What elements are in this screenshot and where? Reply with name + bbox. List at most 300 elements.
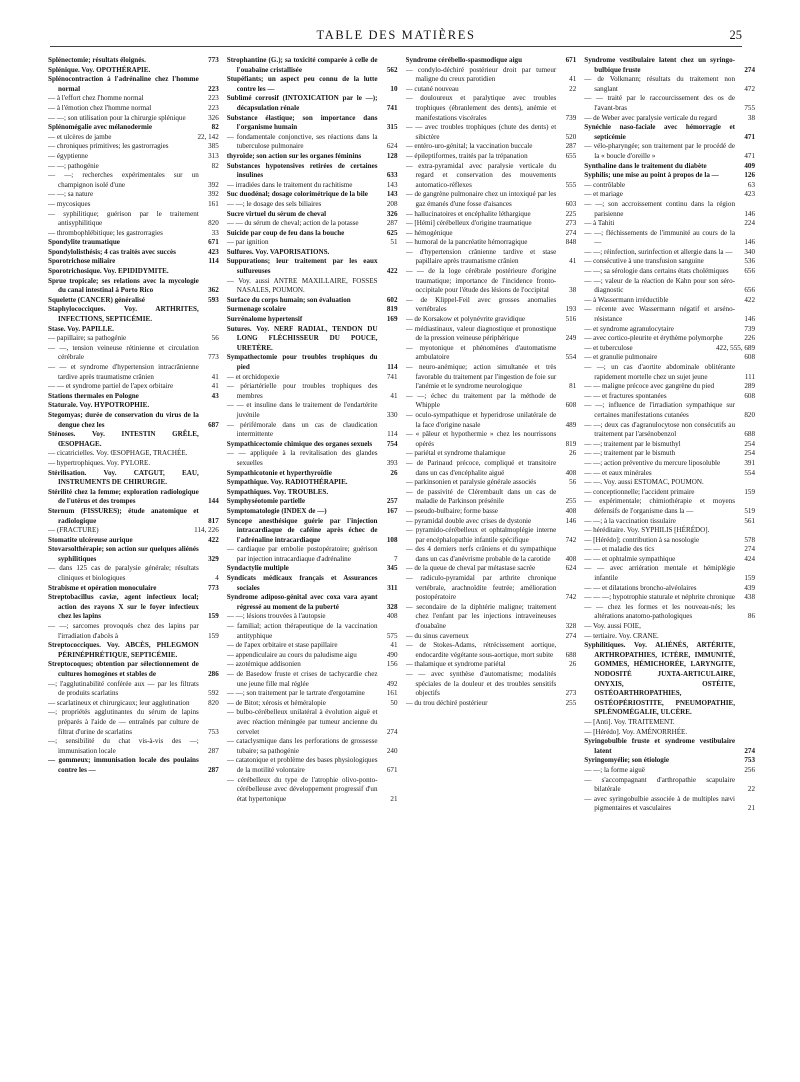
- index-entry-text: — neuro-anémique; action simultanée et très favorable du traitement par l'ingestion de foie sur l'anémie et le syndrome neurologique: [405, 363, 557, 391]
- index-entry-page: 51: [390, 238, 398, 247]
- index-entry-page: 56: [211, 334, 219, 343]
- index-entry: [48, 267, 219, 277]
- index-entry: [48, 229, 219, 239]
- index-entry: [584, 545, 755, 555]
- index-entry-page: 41: [211, 372, 219, 381]
- index-entry: [584, 632, 755, 642]
- index-entry-text: Stations thermales en Pologne: [48, 391, 139, 400]
- index-entry-text: — — et ophtalmie sympathique: [584, 554, 676, 563]
- index-entry-text: — conceptionnelle; l'accident primaire: [584, 487, 695, 496]
- index-entry-text: — —, tension veineuse rétinienne et circulation cérébrale: [48, 343, 199, 362]
- index-entry: [406, 248, 577, 267]
- index-column-3: [406, 56, 577, 1074]
- index-entry: [227, 469, 398, 479]
- index-entry-text: — et ulcères de jambe: [48, 132, 112, 141]
- index-entry: [48, 459, 219, 469]
- index-entry-text: — —; à la vaccination tissulaire: [584, 516, 676, 525]
- index-entry-page: 287: [208, 746, 219, 755]
- index-entry-page: 742: [565, 593, 577, 602]
- index-entry: [48, 545, 219, 564]
- index-entry-text: — —; son utilisation pour la chirurgie splénique: [48, 113, 186, 122]
- index-entry: [48, 564, 219, 583]
- index-entry-text: Sympathectomie pour troubles trophiques du pied: [226, 353, 378, 371]
- index-entry-page: 41: [569, 75, 577, 84]
- index-entry-page: 226: [744, 334, 755, 343]
- index-entry-page: 128: [386, 151, 398, 160]
- index-entry: [48, 622, 219, 641]
- index-entry-page: 114, 226: [194, 526, 219, 535]
- index-entry-page: 255: [565, 497, 577, 506]
- index-entry: [227, 421, 398, 440]
- index-entry: [48, 296, 219, 306]
- index-entry-page: 156: [386, 660, 398, 669]
- index-entry: [406, 699, 577, 709]
- index-entry-page: 624: [565, 564, 577, 573]
- index-entry: [584, 325, 755, 335]
- index-entry: [406, 152, 577, 162]
- index-entry: [48, 411, 219, 430]
- index-entry-text: — de Stokes-Adams, rétrécissement aortique, endocardite végétante sous-aortique, mort subite: [405, 641, 557, 659]
- index-entry: [48, 162, 219, 172]
- index-entry-page: 578: [744, 535, 755, 544]
- index-entry: [227, 296, 398, 306]
- running-title: TABLE DES MATIÈRES: [316, 28, 476, 42]
- index-entry-text: — humoral de la pancréatite hémorragique: [405, 238, 528, 247]
- index-entry-text: Sympathicotonie et hyperthyroïdie: [226, 468, 332, 477]
- index-entry-page: 114: [387, 430, 398, 439]
- index-entry-text: Syphilitiques. Voy. ALIÉNÉS, ARTÉRITE, ARTHROPATHIES, ICTÈRE, IMMUNITÉ, GOMMES, HÉMICHORÉE, LARYNGITE, NODOSITÉ JUXTA-ARTICULAIRE, ONYXIS, OSTÉITE, OSTÉOARTHROPATHIES, OSTÉOPÉRIOSTITE, PNEUMOPATHIE, SPLÉNOMÉGALIE, ULCÈRE.: [584, 641, 735, 717]
- index-entry-text: — —; échec du traitement par la méthode de Whipple: [405, 391, 557, 410]
- index-entry-text: — cataclysmique dans les perforations de grossesse tubaire; sa pathogénie: [226, 737, 378, 755]
- index-entry: [227, 401, 398, 420]
- index-entry-page: 492: [386, 679, 398, 688]
- index-entry-page: 81: [569, 382, 577, 391]
- index-entry-page: 603: [565, 199, 577, 208]
- index-entry-text: Sulfures. Voy. VAPORISATIONS.: [226, 247, 330, 256]
- index-entry: [227, 56, 398, 75]
- index-entry: [227, 133, 398, 152]
- index-entry-page: 159: [744, 487, 755, 496]
- index-entry-text: Suppurations; leur traitement par les eaux sulfureuses: [226, 257, 378, 276]
- index-entry: [584, 363, 755, 382]
- index-entry-text: — —; le dosage des sels biliaires: [226, 199, 322, 208]
- index-entry: [48, 392, 219, 402]
- index-entry-text: — de la queue de cheval par métastase sacrée: [405, 564, 536, 573]
- index-entry: [584, 382, 755, 392]
- index-entry-text: Sutures. Voy. NERF RADIAL, TENDON DU LONG FLÉCHISSEUR DU POUCE, URETÈRE.: [226, 324, 378, 352]
- index-entry: [406, 210, 577, 220]
- index-entry: [48, 526, 219, 536]
- index-entry-text: thyroïde; son action sur les organes féminins: [226, 151, 362, 160]
- index-entry: [227, 152, 398, 162]
- index-entry-page: 773: [208, 353, 219, 362]
- index-entry-text: — —; sa nature: [48, 190, 94, 199]
- index-entry-page: 22, 142: [197, 132, 219, 141]
- index-entry-page: 409: [744, 161, 755, 170]
- index-entry-page: 422: [744, 295, 755, 304]
- index-entry: [48, 152, 219, 162]
- index-entry: [584, 344, 755, 354]
- index-entry-page: 536: [744, 257, 755, 266]
- index-entry-page: 169: [386, 315, 398, 324]
- index-entry-page: 345: [386, 564, 398, 573]
- index-entry: [48, 593, 219, 622]
- index-entry-text: Sympathique. Voy. RADIOTHÉRAPIE.: [226, 478, 348, 487]
- index-entry: [48, 238, 219, 248]
- index-entry-text: — — avec arriération mentale et hémiplégie infantile: [584, 564, 735, 583]
- index-entry-text: — —; son accroissement continu dans la région parisienne: [584, 199, 735, 218]
- index-entry-page: 146: [744, 238, 755, 247]
- index-entry: [584, 737, 755, 756]
- index-entry-page: 753: [208, 727, 219, 736]
- index-entry: [584, 296, 755, 306]
- index-entry: [48, 123, 219, 133]
- index-entry-text: —; propriétés agglutinantes du sérum de lapins préparés à l'aide de — entraînés par culture de filtrat d'urine de scarlatins: [48, 708, 199, 736]
- index-entry-page: 848: [565, 238, 577, 247]
- index-entry: [584, 766, 755, 776]
- index-entry-page: 739: [744, 324, 755, 333]
- index-entry-page: 328: [565, 622, 577, 631]
- index-entry: [584, 517, 755, 527]
- index-entry-page: 4: [215, 574, 219, 583]
- index-entry-page: 671: [208, 238, 219, 247]
- index-entry-page: 326: [208, 113, 219, 122]
- index-entry-page: 274: [744, 65, 755, 74]
- index-entry: [227, 238, 398, 248]
- index-entry-text: Surmenage scolaire: [226, 305, 286, 314]
- index-entry-text: Squelette (CANCER) généralisé: [48, 295, 145, 304]
- index-entry: [584, 305, 755, 324]
- index-entry-text: — avec syringobulbie associée à de multiples nævi pigmentaires et vasculaires: [584, 794, 735, 813]
- index-entry: [584, 114, 755, 124]
- index-entry: [227, 699, 398, 709]
- index-entry-text: — et mariage: [584, 190, 623, 199]
- index-entry-page: 311: [387, 583, 398, 592]
- index-entry-text: Splénique. Voy. OPOTHÉRAPIE.: [48, 65, 151, 74]
- index-entry-text: — — chez les formes et les nouveau-nés; les altérations anatomo-pathologiques: [584, 602, 735, 621]
- index-entry-page: 656: [744, 286, 755, 295]
- index-entry-page: 330: [386, 410, 398, 419]
- index-entry: [584, 75, 755, 94]
- index-entry: [406, 641, 577, 660]
- index-entry: [584, 641, 755, 718]
- index-entry-page: 223: [208, 84, 219, 93]
- index-entry-page: 423: [208, 247, 219, 256]
- index-entry: [584, 756, 755, 766]
- index-entry-page: 208: [386, 199, 398, 208]
- index-entry-text: — et granulie pulmonaire: [584, 353, 658, 362]
- index-entry-page: 471: [744, 151, 755, 160]
- index-entry: [406, 507, 577, 517]
- index-entry-page: 819: [386, 305, 398, 314]
- index-entry-page: 633: [386, 171, 398, 180]
- index-entry: [406, 85, 577, 95]
- index-entry: [406, 517, 577, 527]
- index-entry-text: — de passivité de Clérembault dans un cas de maladie de Parkinson présénile: [405, 487, 557, 506]
- index-entry-page: 289: [744, 382, 755, 391]
- index-entry-text: — de Parinaud précoce, compliqué et transitoire dans un cas d'encéphalite aiguë: [405, 458, 557, 477]
- index-entry-text: Spondylite traumatique: [48, 238, 120, 247]
- index-entry: [406, 449, 577, 459]
- index-entry: [584, 401, 755, 420]
- index-entry: [584, 229, 755, 248]
- index-entry-page: 7: [393, 554, 398, 563]
- index-entry-text: — condylo-déchiré postérieur droit par tumeur maligne du creux parotidien: [405, 65, 557, 84]
- index-entry-page: 21: [390, 794, 398, 803]
- index-entry-page: 688: [744, 430, 755, 439]
- index-entry: [584, 564, 755, 583]
- index-entry-page: 820: [208, 219, 219, 228]
- index-entry-text: — et tuberculose: [584, 343, 633, 352]
- index-entry: [48, 66, 219, 76]
- index-entry-text: Symptomatologie (INDEX de —): [226, 506, 327, 515]
- index-entry-page: 82: [211, 161, 219, 170]
- index-entry: [406, 56, 577, 66]
- index-entry-page: 741: [386, 372, 398, 381]
- index-entry: [48, 430, 219, 449]
- index-entry: [406, 162, 577, 191]
- index-entry-page: 688: [565, 650, 577, 659]
- index-entry-text: — thalamique et syndrome pariétal: [405, 660, 506, 669]
- index-entry-text: — avec cortico-pleurite et érythème polymorphe: [584, 334, 723, 343]
- index-entry-text: — de Klippel-Feil avec grosses anomalies vertébrales: [405, 295, 557, 314]
- index-entry: [48, 584, 219, 594]
- index-entry-page: 41: [390, 391, 398, 400]
- index-entry-text: — papillaire; sa pathogénie: [48, 334, 127, 343]
- index-entry-text: Strabisme et opération monoculaire: [48, 583, 157, 592]
- index-entry-page: 326: [386, 209, 398, 218]
- index-entry-text: — —; pathogénie: [48, 161, 99, 170]
- index-entry-page: 489: [565, 420, 577, 429]
- index-entry-page: 249: [565, 334, 577, 343]
- index-entry: [227, 200, 398, 210]
- index-entry: [227, 517, 398, 546]
- index-entry-text: Spondylolisthésis; 4 cas traités avec succès: [48, 247, 176, 256]
- index-entry: [406, 190, 577, 209]
- index-entry: [584, 162, 755, 172]
- index-entry-text: —; sensibilité du chat vis-à-vis des —; immunisation locale: [48, 737, 199, 755]
- index-entry-page: 328: [386, 602, 398, 611]
- index-entry-page: 41: [569, 257, 577, 266]
- index-entry-text: Splénomégalie avec mélanodermie: [48, 123, 153, 132]
- index-entry-page: 26: [390, 468, 398, 477]
- index-entry-page: 33: [211, 228, 219, 237]
- index-entry: [584, 795, 755, 814]
- index-entry-text: Symphyséotomie partielle: [226, 497, 305, 506]
- index-entry-page: 753: [744, 756, 755, 765]
- index-entry-page: 273: [565, 689, 577, 698]
- index-entry-text: — récente avec Wassermann négatif et arséno-résistance: [584, 305, 735, 324]
- page-number: 25: [729, 28, 742, 42]
- index-entry: [584, 248, 755, 258]
- index-entry-page: 592: [208, 689, 219, 698]
- index-entry: [48, 325, 219, 335]
- index-entry-page: 520: [565, 132, 577, 141]
- index-entry-text: — hémogénique: [405, 228, 453, 237]
- index-entry-page: 819: [565, 439, 577, 448]
- index-entry-text: Syndicats médicaux français et Assurances sociales: [226, 574, 378, 592]
- index-entry-page: 22: [569, 84, 577, 93]
- index-entry-text: — d'hypertension crânienne tardive et stase papillaire après traumatisme crânien: [405, 247, 557, 266]
- index-entry: [406, 430, 577, 449]
- index-entry-text: — —; traitement par le bismuth: [584, 449, 676, 458]
- index-entry: [48, 641, 219, 660]
- index-entry: [406, 392, 577, 411]
- index-entry-page: 625: [386, 228, 398, 237]
- index-entry-text: — s'accompagnant d'arthropathie scapulaire bilatérale: [584, 775, 735, 794]
- index-entry-page: 126: [744, 171, 755, 180]
- index-entry: [584, 190, 755, 200]
- index-entry-text: — dans 125 cas de paralysie générale; résultats cliniques et biologiques: [48, 564, 199, 583]
- index-entry-page: 161: [208, 199, 219, 208]
- index-entry: [227, 382, 398, 401]
- index-entry: [48, 756, 219, 775]
- index-entry-page: 391: [744, 458, 755, 467]
- index-entry-page: 63: [747, 180, 755, 189]
- index-entry: [48, 133, 219, 143]
- index-entry: [227, 229, 398, 239]
- index-entry-text: — et orchidopexie: [226, 372, 280, 381]
- index-entry: [406, 315, 577, 325]
- index-entry-page: 562: [386, 65, 398, 74]
- index-entry: [227, 162, 398, 181]
- index-entry: [584, 334, 755, 344]
- index-entry: [406, 488, 577, 507]
- index-entry-page: 422: [386, 267, 398, 276]
- index-entry-text: — par ignition: [226, 238, 269, 247]
- index-entry-text: — —; la forme aiguë: [584, 765, 645, 774]
- index-entry: [584, 94, 755, 113]
- index-entry-page: 167: [386, 506, 398, 515]
- index-entry-page: 111: [744, 372, 755, 381]
- index-entry-text: — entéro-uro-génital; la vaccination buccale: [405, 142, 533, 151]
- index-entry: [48, 75, 219, 94]
- index-entry-text: — et syndrome agranulocytaire: [584, 324, 674, 333]
- index-entry-text: — — et syndrome d'hypertension intracrânienne tardive après traumatisme crânien: [48, 363, 199, 381]
- index-entry-text: — vélo-pharyngée; son traitement par le procédé de la « boucle d'oreille »: [584, 142, 735, 160]
- index-entry-page: 256: [744, 765, 755, 774]
- index-entry-page: 10: [390, 84, 398, 93]
- index-entry-text: — Voy. aussi FOIE,: [584, 622, 641, 631]
- index-entry-page: 362: [208, 286, 219, 295]
- index-entry: [584, 555, 755, 565]
- index-entry: [584, 584, 755, 594]
- index-entry: [584, 142, 755, 161]
- index-entry-text: — fondamentale conjonctive, ses réactions dans la tuberculose pulmonaire: [226, 132, 378, 151]
- index-entry: [48, 401, 219, 411]
- index-entry-text: Suicide par coup de feu dans la bouche: [226, 228, 345, 237]
- index-entry-text: Substance élastique; son importance dans l'organisme humain: [226, 113, 378, 132]
- index-entry-text: — — et syndrome partiel de l'apex orbitaire: [48, 382, 174, 391]
- index-entry-text: — des 4 derniers nerfs crâniens et du sympathique dans un cas d'anévrisme probable de la carotide: [405, 545, 557, 563]
- index-entry-text: — —; lésions trouvées à l'autopsie: [226, 612, 326, 621]
- index-entry: [227, 622, 398, 641]
- index-entry-page: 439: [744, 583, 755, 592]
- index-entry-text: — [Hérédo]. Voy. AMÉNORRHÉE.: [584, 727, 688, 736]
- index-entry-page: 393: [386, 458, 398, 467]
- index-entry: [584, 56, 755, 75]
- index-entry-page: 555: [565, 180, 577, 189]
- index-entry-text: — —; sarcomes provoqués chez des lapins par l'irradiation d'abcès à: [48, 622, 199, 640]
- index-entry-page: 554: [744, 468, 755, 477]
- index-entry: [48, 248, 219, 258]
- index-entry: [48, 200, 219, 210]
- index-entry-text: — — appliquée à la revitalisation des glandes sexuelles: [226, 449, 378, 467]
- index-entry-text: — mycosiques: [48, 199, 91, 208]
- index-entry: [406, 66, 577, 85]
- index-entry: [584, 123, 755, 142]
- index-entry-page: 656: [744, 267, 755, 276]
- index-entry: [48, 507, 219, 526]
- index-column-4: [584, 56, 755, 1074]
- index-entry-text: — — et eaux minérales: [584, 468, 652, 477]
- index-entry-page: 561: [744, 516, 755, 525]
- index-entry-page: 687: [208, 420, 219, 429]
- index-entry-page: 742: [565, 535, 577, 544]
- index-entry: [227, 564, 398, 574]
- index-entry: [406, 545, 577, 564]
- index-entry: [227, 219, 398, 229]
- index-entry-page: 225: [565, 209, 577, 218]
- index-entry-text: — —; sa sérologie dans certains états cholémiques: [584, 267, 729, 276]
- index-entry: [227, 641, 398, 651]
- index-entry-page: 392: [208, 190, 219, 199]
- index-column-1: [48, 56, 219, 1074]
- index-entry-text: — gommeux; immunisation locale des poulains contre les —: [48, 756, 199, 774]
- index-entry-text: — myotonique et phénomènes d'automatisme ambulatoire: [405, 343, 557, 362]
- index-entry-text: — de Volkmann; résultats du traitement non sanglant: [584, 75, 735, 93]
- index-entry-text: — —; influence de l'irradiation sympathique sur certaines manifestations cutanées: [584, 401, 735, 419]
- index-entry-page: 755: [744, 103, 755, 112]
- index-entry-page: 240: [386, 746, 398, 755]
- index-entry: [48, 142, 219, 152]
- index-entry: [406, 325, 577, 344]
- index-entry: [48, 680, 219, 699]
- index-entry-text: Sublimé corrosif (INTOXICATION par le —); décapsulation rénale: [226, 94, 378, 112]
- index-entry-page: 193: [565, 305, 577, 314]
- index-entry: [227, 75, 398, 94]
- index-column-2: [227, 56, 398, 1074]
- index-entry: [406, 219, 577, 229]
- index-entry: [584, 478, 755, 488]
- index-entry: [406, 459, 577, 478]
- index-entry-text: Stase. Voy. PAPILLE.: [48, 324, 114, 333]
- index-entry-text: — [Hémi] cérébelleux d'origine traumatique: [405, 219, 532, 228]
- index-entry: [48, 449, 219, 459]
- index-entry-text: Strophantine (G.); sa toxicité comparée à celle de l'ouabaïne cristallisée: [226, 56, 378, 74]
- index-entry-text: — égyptienne: [48, 151, 88, 160]
- index-entry-page: 146: [744, 209, 755, 218]
- index-entry: [227, 277, 398, 296]
- index-entry-page: 671: [386, 765, 398, 774]
- index-entry-text: — de gangrène pulmonaire chez un intoxiqué par les gaz émanés d'une fosse d'aisances: [405, 190, 557, 208]
- index-entry-text: — pseudo-bulbaire; forme basse: [405, 506, 498, 515]
- index-entry: [227, 612, 398, 622]
- index-entry-page: 86: [747, 612, 755, 621]
- index-entry: [48, 699, 219, 709]
- index-entry: [406, 229, 577, 239]
- index-entry-text: — parkinsonien et paralysie générale associés: [405, 478, 537, 487]
- index-entry: [584, 267, 755, 277]
- index-entry: [227, 257, 398, 276]
- index-entry: [48, 190, 219, 200]
- index-entry-page: 56: [569, 478, 577, 487]
- index-entry-text: Syndrome vestibulaire latent chez un syringo-bulbique fruste: [584, 56, 735, 74]
- index-entry-text: Syncope anesthésique guérie par l'injection intracardiaque de caféine après échec de l'adrénaline intracardiaque: [226, 516, 378, 544]
- index-entry-page: 287: [386, 219, 398, 228]
- index-entry: [406, 670, 577, 699]
- index-entry: [227, 497, 398, 507]
